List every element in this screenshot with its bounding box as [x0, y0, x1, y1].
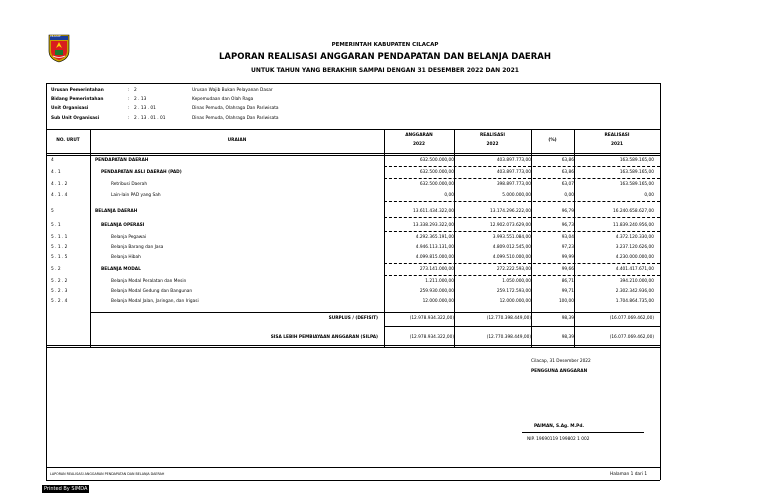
silpa-anggaran: (12.978.934.322,00): [409, 335, 454, 340]
table-row: [0, 209, 768, 217]
row-realisasi: 12.000.000,00: [499, 299, 531, 304]
info-desc: Urusan Wajib Bukan Pelayanan Dasar: [192, 88, 273, 93]
row-uraian: Belanja Modal Gedung dan Bangunan: [111, 289, 193, 294]
row-anggaran: 632.500.000,00: [419, 170, 454, 175]
row-persen: 86,71: [561, 279, 574, 284]
table-row: [0, 267, 768, 275]
table-row: [0, 299, 768, 307]
row-uraian: BELANJA DAERAH: [95, 209, 138, 214]
row-realisasi-prev: 0,00: [644, 193, 654, 198]
row-anggaran: 259.930.000,00: [419, 289, 454, 294]
row-no: 5: [51, 209, 54, 214]
row-realisasi-prev: 2.302.342.936,00: [615, 289, 654, 294]
signature-nip: NIP. 19690119 199802 1 002: [527, 437, 590, 442]
row-realisasi-prev: 1.704.864.735,00: [615, 299, 654, 304]
row-uraian: Lain-lain PAD yang Sah: [111, 193, 161, 198]
row-anggaran: 273.141.000,00: [419, 267, 454, 272]
row-no: 5 . 2 . 4: [51, 299, 68, 304]
row-persen: 63,07: [561, 182, 574, 187]
row-realisasi-prev: 163.589.165,00: [619, 158, 654, 163]
row-no: 4: [51, 158, 54, 163]
row-realisasi-prev: 3.237.120.626,00: [615, 245, 654, 250]
row-persen: 99,99: [561, 255, 574, 260]
table-row: [0, 223, 768, 231]
row-anggaran: 12.000.000,00: [422, 299, 454, 304]
row-uraian: PENDAPATAN ASLI DAERAH (PAD): [101, 170, 182, 175]
silpa-realisasi-prev: (16.077.069.462,00): [609, 335, 654, 340]
logo-lettering: CILACAP: [50, 35, 61, 38]
row-realisasi: 259.172.593,00: [496, 289, 531, 294]
report-subtitle: UNTUK TAHUN YANG BERAKHIR SAMPAI DENGAN 31 DESEMBER 2022 DAN 2021: [251, 67, 519, 74]
row-anggaran: 4.292.365.191,00: [415, 235, 454, 240]
table-row: [0, 182, 768, 190]
row-no: 5 . 1 . 1: [51, 235, 68, 240]
row-persen: 99,66: [561, 267, 574, 272]
col-header-no: NO. URUT: [56, 138, 80, 143]
simda-print-badge: Printed By SIMDA: [44, 486, 88, 492]
footer-report-name: LAPORAN REALISASI ANGGARAN PENDAPATAN DAN BELANJA DAERAH: [50, 472, 165, 476]
row-anggaran: 4.099.815.000,00: [415, 255, 454, 260]
surplus-anggaran: (12.978.934.322,00): [409, 316, 454, 321]
row-persen: 96,79: [561, 209, 574, 214]
surplus-label: SURPLUS / (DEFISIT): [328, 316, 378, 321]
row-uraian: BELANJA MODAL: [101, 267, 141, 272]
row-uraian: Belanja Pegawai: [111, 235, 147, 240]
info-label: Unit Organisasi: [51, 106, 89, 111]
row-no: 5 . 1 . 5: [51, 255, 68, 260]
row-no: 4 . 1 . 4: [51, 193, 68, 198]
table-row: [0, 245, 768, 253]
row-no: 5 . 1: [51, 223, 61, 228]
table-row: [0, 170, 768, 178]
table-row: [0, 279, 768, 287]
row-realisasi-prev: 16.240.658.627,00: [612, 209, 654, 214]
info-label: Bidang Pemerintahan: [51, 97, 104, 102]
surplus-row: [0, 316, 768, 324]
row-no: 4 . 1: [51, 170, 61, 175]
row-anggaran: 13.338.293.322,00: [412, 223, 454, 228]
row-realisasi-prev: 4.230.000.000,00: [615, 255, 654, 260]
row-realisasi: 4.099.510.000,00: [492, 255, 531, 260]
col-header-uraian: URAIAN: [227, 138, 247, 143]
row-anggaran: 632.500.000,00: [419, 182, 454, 187]
row-persen: 99,71: [561, 289, 574, 294]
silpa-row: [0, 335, 768, 343]
col-header-persen: (%): [548, 138, 557, 143]
row-realisasi-prev: 163.589.165,00: [619, 170, 654, 175]
table-row: [0, 193, 768, 201]
row-anggaran: 13.611.434.322,00: [412, 209, 454, 214]
signature-place-date: Cilacap, 31 Desember 2022: [531, 359, 591, 364]
table-row: [0, 158, 768, 166]
info-label: Urusan Pemerintahan: [51, 88, 104, 93]
footer-page-number: Halaman 1 dari 1: [610, 472, 648, 477]
row-realisasi-prev: 163.589.165,00: [619, 182, 654, 187]
row-persen: 0,00: [564, 193, 574, 198]
row-no: 5 . 2 . 3: [51, 289, 68, 294]
row-realisasi-prev: 11.839.240.956,00: [612, 223, 654, 228]
row-persen: 63,86: [561, 170, 574, 175]
row-persen: 97,23: [561, 245, 574, 250]
government-name: PEMERINTAH KABUPATEN CILACAP: [331, 42, 439, 48]
regency-logo: [47, 33, 71, 63]
col-header-realisasi-prev-year: 2021: [611, 142, 623, 147]
info-code: 2 . 13 . 01: [134, 106, 156, 111]
row-anggaran: 4.946.113.131,00: [415, 245, 454, 250]
surplus-persen: 98,39: [561, 316, 574, 321]
col-header-realisasi-prev: REALISASI: [604, 133, 630, 138]
row-no: 5 . 2: [51, 267, 61, 272]
col-header-realisasi: REALISASI: [479, 133, 506, 138]
row-realisasi: 3.993.551.084,00: [492, 235, 531, 240]
info-code: 2 . 13 . 01 . 01: [134, 116, 166, 121]
row-realisasi-prev: 394.210.000,00: [619, 279, 654, 284]
row-realisasi: 4.809.012.545,00: [492, 245, 531, 250]
row-uraian: Belanja Hibah: [111, 255, 141, 260]
table-row: [0, 289, 768, 297]
row-realisasi: 403.897.773,00: [496, 170, 531, 175]
row-persen: 63,86: [561, 158, 574, 163]
col-header-anggaran-year: 2022: [413, 142, 425, 147]
row-persen: 100,00: [558, 299, 574, 304]
row-anggaran: 632.500.000,00: [419, 158, 454, 163]
row-anggaran: 0,00: [444, 193, 454, 198]
signature-role: PENGGUNA ANGGARAN: [531, 369, 588, 374]
info-desc: Kepemudaan dan Olah Raga: [192, 97, 254, 102]
table-row: [0, 235, 768, 243]
surplus-realisasi: (12.770.398.449,00): [486, 316, 531, 321]
row-persen: 96,73: [561, 223, 574, 228]
report-title: LAPORAN REALISASI ANGGARAN PENDAPATAN DAN BELANJA DAERAH: [219, 52, 551, 62]
row-realisasi-prev: 4.372.120.330,00: [615, 235, 654, 240]
col-header-anggaran: ANGGARAN: [405, 133, 433, 138]
info-desc: Dinas Pemuda, Olahraga Dan Pariwisata: [192, 106, 279, 111]
silpa-label: SISA LEBIH PEMBIAYAAN ANGGARAN (SILPA): [270, 335, 378, 340]
row-persen: 93,04: [561, 235, 574, 240]
row-realisasi: 398.897.773,00: [496, 182, 531, 187]
row-realisasi: 403.897.773,00: [496, 158, 531, 163]
info-code: 2: [134, 88, 137, 93]
row-realisasi: 5.000.000,00: [502, 193, 531, 198]
row-uraian: Belanja Barang dan Jasa: [111, 245, 164, 250]
row-realisasi: 272.222.593,00: [496, 267, 531, 272]
row-uraian: Belanja Modal Peralatan dan Mesin: [111, 279, 187, 284]
surplus-realisasi-prev: (16.077.069.462,00): [609, 316, 654, 321]
signature-name: PAIMAN, S.Ag. M.Pd.: [534, 424, 585, 429]
row-no: 4 . 1 . 2: [51, 182, 68, 187]
silpa-realisasi: (12.770.398.449,00): [486, 335, 531, 340]
row-anggaran: 1.211.000,00: [425, 279, 454, 284]
table-row: [0, 255, 768, 263]
info-code: 2 . 13: [134, 97, 147, 102]
row-realisasi: 12.902.073.629,00: [489, 223, 531, 228]
row-realisasi: 13.174.296.222,00: [489, 209, 531, 214]
col-header-realisasi-year: 2022: [486, 142, 499, 147]
row-uraian: Retribusi Daerah: [111, 182, 148, 187]
row-uraian: Belanja Modal Jalan, Jaringan, dan Irigasi: [111, 299, 199, 304]
row-uraian: PENDAPATAN DAERAH: [95, 158, 149, 163]
info-label: Sub Unit Organisasi: [51, 116, 100, 121]
row-no: 5 . 1 . 2: [51, 245, 68, 250]
row-no: 5 . 2 . 2: [51, 279, 68, 284]
row-uraian: BELANJA OPERASI: [101, 223, 145, 228]
row-realisasi: 1.050.000,00: [502, 279, 531, 284]
row-realisasi-prev: 4.401.417.671,00: [615, 267, 654, 272]
info-desc: Dinas Pemuda, Olahraga Dan Pariwisata: [192, 116, 279, 121]
silpa-persen: 98,39: [561, 335, 574, 340]
